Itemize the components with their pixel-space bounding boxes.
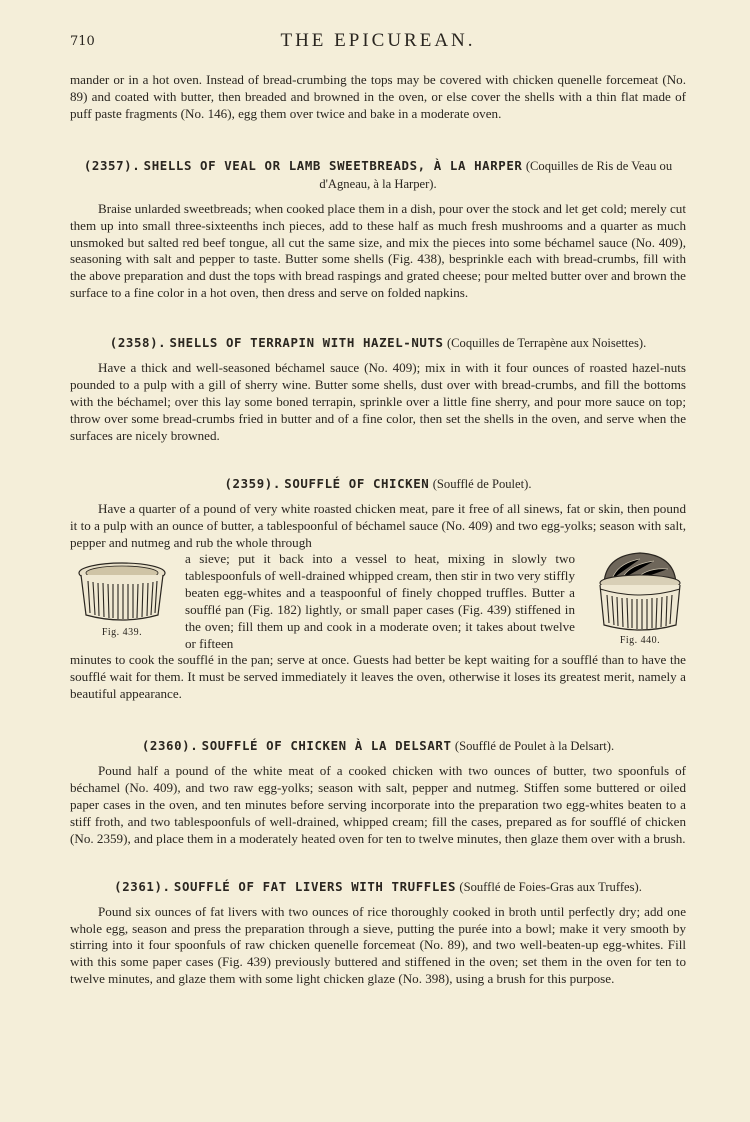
recipe-2358-body: Have a thick and well-seasoned béchamel sauce (No. 409); mix in with it four ounces of roasted hazel-nuts pounded to a pulp with a gill of sherry wine. Butter some shells, dust over with bread-crumbs, and fill the bottoms with the béchamel; over this lay some boned terrapin, sprinkle over a little fine sherry, and pour more sauce on top; throw over some bread-crumbs fried in butter and of a fine color, then set the shells in the oven, and serve when the surfaces are nicely browned.: [70, 360, 686, 443]
recipe-number: (2357).: [83, 157, 141, 173]
recipe-french-title: (Soufflé de Poulet à la Delsart).: [454, 739, 615, 754]
recipe-2361-heading: [70, 878, 686, 896]
recipe-2358-heading: [70, 334, 686, 352]
recipe-2359-body-mid: a sieve; put it back into a vessel to heat, mixing in slowly two tablespoonfuls of well-drained whipped cream, then stir in two very stiffly beaten egg-whites and a teaspoonful of finely chopped truffles. Butter a soufflé pan (Fig. 182) lightly, or small paper cases (Fig. 439) stiffened in the oven; fill them up and cook in a moderate oven; it takes about twelve or fifteen: [185, 551, 575, 651]
intro-paragraph: mander or in a hot oven. Instead of bread-crumbing the tops may be covered with chicken quenelle forcemeat (No. 89) and coated with butter, then breaded and browned in the oven, or else cover the shells with a thin flat made of puff paste fragments (No. 146), egg them over twice and bake in a moderate oven.: [70, 72, 686, 121]
recipe-french-title: (Soufflé de Poulet).: [432, 476, 532, 491]
page-header: [70, 30, 686, 60]
recipe-title: SOUFFLÉ OF CHICKEN À LA DELSART: [201, 738, 452, 754]
recipe-title: SHELLS OF TERRAPIN WITH HAZEL-NUTS: [169, 335, 444, 351]
recipe-number: (2361).: [114, 878, 171, 894]
recipe-title: SOUFFLÉ OF CHICKEN: [284, 475, 430, 491]
recipe-number: (2359).: [224, 475, 281, 491]
recipe-2359-body-bottom: minutes to cook the soufflé in the pan; serve at once. Guests had better be kept waiting for a soufflé than to have the soufflé wait for them. It must be served immediately it leaves the oven, otherwise it loses its greatest merit, namely a beautiful appearance.: [70, 652, 686, 702]
recipe-2357-heading: [70, 157, 686, 193]
recipe-french-title: (Coquilles de Terrapène aux Noisettes).: [446, 336, 647, 351]
running-title: THE EPICUREAN.: [280, 30, 476, 51]
figure-439: [72, 559, 172, 638]
paper-case-icon: [76, 559, 168, 625]
recipe-2360-heading: [70, 737, 686, 755]
recipe-2361-body: Pound six ounces of fat livers with two ounces of rice thoroughly cooked in broth until perfectly dry; add one whole egg, season and press the preparation through a sieve, putting the purée into a bowl; make it very smooth by stirring into it four spoonfuls of raw chicken quenelle forcemeat (No. 89), and two well-beaten-up egg-whites. Fill with this some paper cases (Fig. 439) previously buttered and stiffened in the oven; set them in the oven for ten to twelve minutes, and glaze them with some light chicken glaze (No. 398), using a brush for this purpose.: [70, 903, 686, 987]
figure-row-text: [185, 551, 575, 652]
recipe-number: (2360).: [141, 738, 199, 754]
page: [70, 30, 686, 988]
figure-row: [70, 551, 686, 652]
figure-caption: Fig. 440.: [619, 635, 661, 647]
page-number: 710: [70, 34, 95, 49]
recipe-title: SHELLS OF VEAL OR LAMB SWEETBREADS, À LA HARPER: [143, 157, 523, 173]
recipe-2360-body: Pound half a pound of the white meat of a cooked chicken with two ounces of butter, two spoonfuls of béchamel (No. 409), and two raw egg-yolks; season with salt, pepper and nutmeg. Stiffen some buttered or oiled paper cases in the oven, and ten minutes before serving incorporate into the preparation two egg-whites beaten to a stiff froth, and two tablespoonfuls of well-drained, whipped cream; fill the cases, prepared as for soufflé of chicken (No. 2359), and place them in a moderately heated oven for ten to twelve minutes, then glaze them over with a brush.: [70, 763, 686, 846]
recipe-number: (2358).: [109, 335, 167, 351]
recipe-title: SOUFFLÉ OF FAT LIVERS WITH TRUFFLES: [173, 878, 457, 894]
recipe-2359-body-top: Have a quarter of a pound of very white roasted chicken meat, pare it free of all sinews, fat or skin, then pound it to a pulp with an ounce of butter, a tablespoonful of béchamel sauce (No. 409) and two egg-yolks; season with salt, pepper and nutmeg and rub the whole through: [70, 500, 686, 550]
recipe-french-title: (Soufflé de Foies-Gras aux Truffes).: [459, 879, 642, 894]
figure-caption: Fig. 439.: [101, 627, 143, 639]
figure-440: [590, 549, 690, 646]
recipe-2359-heading: [70, 475, 686, 493]
recipe-2357-body: Braise unlarded sweetbreads; when cooked place them in a dish, pour over the stock and let get cold; merely cut them up into small three-sixteenths inch pieces, add to these half as much fresh mushrooms and a quarter as much unsmoked but salted red beef tongue, all cut the same size, and mix the pieces into some béchamel sauce (No. 409), seasoning with salt and pepper to taste. Butter some shells (Fig. 438), besprinkle each with bread-crumbs, fill with the above preparation and dust the tops with bread raspings and grated cheese; pour melted butter over and brown the surface to a fine color in a hot oven, then dress and serve on folded napkins.: [70, 200, 686, 301]
souffle-dish-icon: [594, 549, 686, 633]
recipe-french-title: (Coquilles de Ris de Veau ou d'Agneau, à la Harper).: [319, 158, 673, 191]
